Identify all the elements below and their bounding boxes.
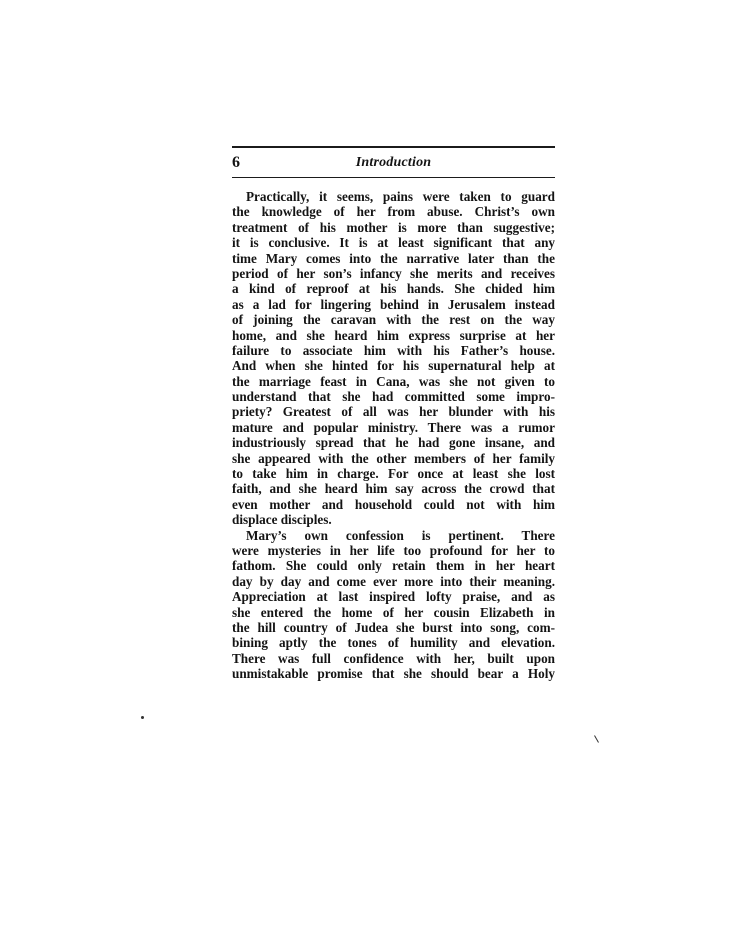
running-head-title: Introduction [355, 155, 432, 170]
text-line: day by day and come ever more into their meaning. [232, 573, 555, 589]
text-line: displace disciples. [232, 512, 332, 528]
page-number: 6 [232, 154, 240, 171]
running-head [232, 153, 555, 173]
text-line: it is conclusive. It is at least significant that any [232, 235, 555, 251]
text-line: home, and she heard him express surprise at her [232, 327, 555, 343]
text-line: There was full confidence with her, built upon [232, 650, 555, 666]
text-line: bining aptly the tones of humility and elevation. [232, 635, 555, 651]
text-line: the hill country of Judea she burst into song, com- [232, 619, 555, 635]
text-line: priety? Greatest of all was her blunder with his [232, 404, 555, 420]
text-line: fathom. She could only retain them in her heart [232, 558, 555, 574]
text-line: the knowledge of her from abuse. Christ’s own [232, 204, 555, 220]
text-line: treatment of his mother is more than suggestive; [232, 219, 555, 235]
text-line: even mother and household could not with him [232, 496, 555, 512]
body-text [232, 189, 555, 682]
header-bottom-rule [232, 177, 555, 178]
text-line: failure to associate him with his Father’s house. [232, 342, 555, 358]
text-line: a kind of reproof at his hands. She chided him [232, 281, 555, 297]
text-line: faith, and she heard him say across the crowd that [232, 481, 555, 497]
text-line: understand that she had committed some impro- [232, 389, 555, 405]
text-line: of joining the caravan with the rest on the way [232, 312, 555, 328]
header-top-rule [232, 146, 555, 148]
text-line: And when she hinted for his supernatural help at [232, 358, 555, 374]
text-line: Appreciation at last inspired lofty praise, and as [232, 589, 555, 605]
text-line: Mary’s own confession is pertinent. There [246, 527, 555, 543]
text-line: industriously spread that he had gone insane, and [232, 435, 555, 451]
scan-speck [594, 735, 599, 742]
text-line: the marriage feast in Cana, was she not given to [232, 373, 555, 389]
scan-speck [141, 716, 144, 719]
text-line: period of her son’s infancy she merits and receives [232, 265, 555, 281]
text-line: she entered the home of her cousin Elizabeth in [232, 604, 555, 620]
text-line: to take him in charge. For once at least she lost [232, 466, 555, 482]
text-line: she appeared with the other members of her family [232, 450, 555, 466]
text-line: unmistakable promise that she should bear a Holy [232, 666, 555, 682]
text-line: time Mary comes into the narrative later than the [232, 250, 555, 266]
text-line: mature and popular ministry. There was a rumor [232, 419, 555, 435]
text-line: were mysteries in her life too profound for her to [232, 542, 555, 558]
text-line: as a lad for lingering behind in Jerusalem instead [232, 296, 555, 312]
text-line: Practically, it seems, pains were taken to guard [246, 189, 555, 204]
